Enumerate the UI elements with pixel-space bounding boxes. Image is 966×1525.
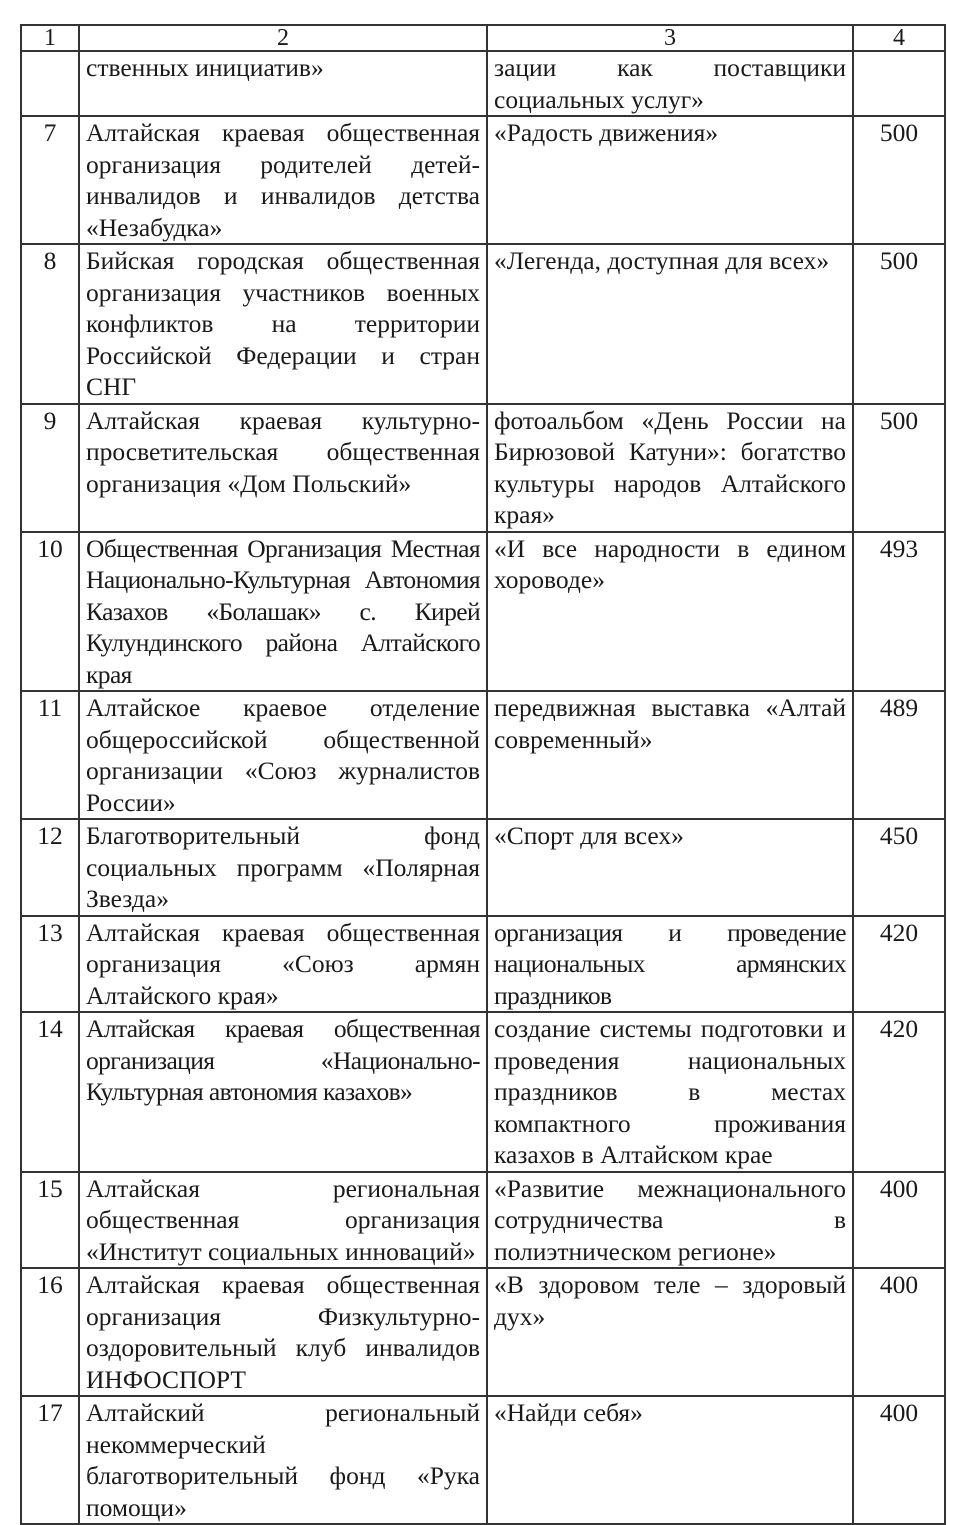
amount-cell [853,51,945,116]
amount-cell: 400 [853,1268,945,1396]
project-cell: «В здоровом теле – здоровый дух» [487,1268,853,1396]
amount-cell: 489 [853,691,945,819]
organization-cell: Благотворительный фонд социальных программ «Полярная Звезда» [79,819,487,916]
table-row [21,532,945,692]
row-number: 15 [21,1172,79,1269]
amount-cell: 400 [853,1396,945,1524]
table-row [21,1396,945,1524]
row-number: 14 [21,1012,79,1172]
organization-cell: ственных инициатив» [79,51,487,116]
table-row [21,404,945,532]
organization-cell: Бийская городская общественная организация участников военных конфликтов на территории Российской Федерации и стран СНГ [79,244,487,404]
table-row [21,691,945,819]
organization-cell: Алтайская краевая общественная организация «Союз армян Алтайского края» [79,916,487,1013]
project-cell: «И все народности в едином хороводе» [487,532,853,692]
table-row [21,1268,945,1396]
project-cell: передвижная выставка «Алтай современный» [487,691,853,819]
amount-cell: 493 [853,532,945,692]
row-number: 10 [21,532,79,692]
column-number: 4 [853,25,945,51]
table-row [21,819,945,916]
organization-cell: Алтайский региональный некоммерческий благотворительный фонд «Рука помощи» [79,1396,487,1524]
project-cell: «Найди себя» [487,1396,853,1524]
column-number: 2 [79,25,487,51]
project-cell: фотоальбом «День России на Бирюзовой Катуни»: богатство культуры народов Алтайского края» [487,404,853,532]
row-number: 8 [21,244,79,404]
organization-cell: Алтайская краевая общественная организация «Национально-Культурная автономия казахов» [79,1012,487,1172]
project-cell: «Радость движения» [487,116,853,244]
project-cell: создание системы подготовки и проведения национальных праздников в местах компактного проживания казахов в Алтайском крае [487,1012,853,1172]
row-number: 12 [21,819,79,916]
organization-cell: Алтайская краевая культурно-просветительская общественная организация «Дом Польский» [79,404,487,532]
amount-cell: 500 [853,116,945,244]
amount-cell: 450 [853,819,945,916]
project-cell: «Спорт для всех» [487,819,853,916]
amount-cell: 420 [853,1012,945,1172]
amount-cell: 500 [853,244,945,404]
row-number: 13 [21,916,79,1013]
table-row [21,1012,945,1172]
table-row [21,916,945,1013]
project-cell: зации как поставщики социальных услуг» [487,51,853,116]
table-row [21,51,945,116]
project-cell: «Развитие межнационального сотрудничества в полиэтническом регионе» [487,1172,853,1269]
column-number: 3 [487,25,853,51]
organization-cell: Алтайская краевая общественная организация Физкультурно-оздоровительный клуб инвалидов ИНФОСПОРТ [79,1268,487,1396]
organization-cell: Общественная Организация Местная Национально-Культурная Автономия Казахов «Болашак» с. Кирей Кулундинского района Алтайского края [79,532,487,692]
grants-table [20,24,946,1525]
amount-cell: 500 [853,404,945,532]
row-number: 16 [21,1268,79,1396]
row-number: 17 [21,1396,79,1524]
organization-cell: Алтайская краевая общественная организация родителей детей-инвалидов и инвалидов детства «Незабудка» [79,116,487,244]
column-number: 1 [21,25,79,51]
amount-cell: 400 [853,1172,945,1269]
row-number [21,51,79,116]
organization-cell: Алтайская региональная общественная организация «Институт социальных инноваций» [79,1172,487,1269]
organization-cell: Алтайское краевое отделение общероссийской общественной организации «Союз журналистов России» [79,691,487,819]
amount-cell: 420 [853,916,945,1013]
project-cell: «Легенда, доступная для всех» [487,244,853,404]
row-number: 7 [21,116,79,244]
table-row [21,1172,945,1269]
row-number: 11 [21,691,79,819]
row-number: 9 [21,404,79,532]
column-number-row [21,25,945,51]
table-row [21,244,945,404]
table-row [21,116,945,244]
project-cell: организация и проведение национальных армянских праздников [487,916,853,1013]
